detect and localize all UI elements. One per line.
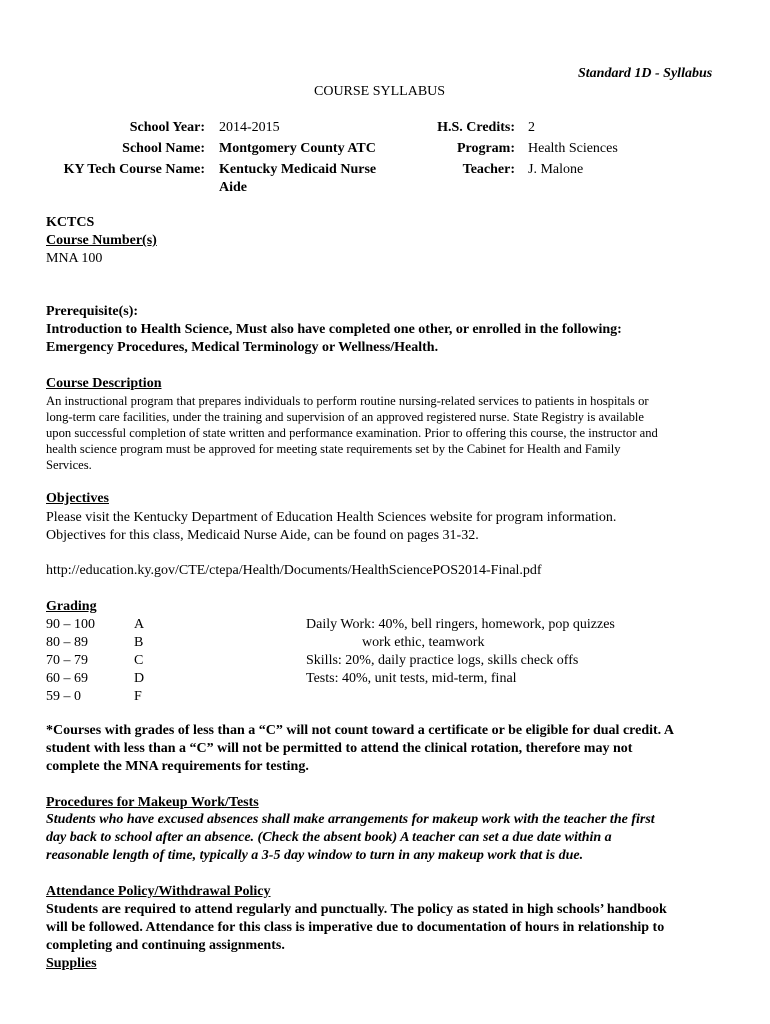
supplies-heading: Supplies [46,956,97,971]
prerequisite-line: Emergency Procedures, Medical Terminology or Wellness/Health. [46,340,439,355]
makeup-line: day back to school after an absence. (Check the absent book) A teacher can set a due date within a [46,830,612,845]
objectives-line: Please visit the Kentucky Department of Education Health Sciences website for program information. [46,510,617,525]
grade-range: 70 – 79 [46,653,88,668]
grade-weight: Skills: 20%, daily practice logs, skills check offs [306,653,579,668]
program-value: Health Sciences [528,141,618,156]
grade-letter: C [134,653,144,668]
program-label: Program: [456,141,515,156]
makeup-heading: Procedures for Makeup Work/Tests [46,795,259,810]
grade-letter: F [134,689,142,704]
grade-weight: Daily Work: 40%, bell ringers, homework, pop quizzes [306,617,615,632]
makeup-line: reasonable length of time, typically a 3-5 day window to turn in any makeup work that is due. [46,848,584,863]
grading-note-line: complete the MNA requirements for testing. [46,759,309,774]
standard-label: Standard 1D - Syllabus [578,66,713,81]
course-description-heading: Course Description [46,376,162,391]
school-year-label: School Year: [129,120,205,135]
teacher-label: Teacher: [462,162,515,177]
credits-label: H.S. Credits: [437,120,515,135]
school-year-value: 2014-2015 [219,120,280,135]
course-name-value-line2: Aide [219,180,247,195]
course-number-value: MNA 100 [46,251,103,266]
grading-note-line: *Courses with grades of less than a “C” will not count toward a certificate or be eligible for dual credit. A [46,723,675,738]
grading-heading: Grading [46,599,97,614]
attendance-line: completing and continuing assignments. [46,938,285,953]
grade-range: 59 – 0 [46,689,81,704]
grade-range: 60 – 69 [46,671,88,686]
makeup-line: Students who have excused absences shall make arrangements for makeup work with the teacher the first [46,812,655,827]
course-name-label: KY Tech Course Name: [63,162,205,177]
objectives-line: Objectives for this class, Medicaid Nurse Aide, can be found on pages 31-32. [46,528,479,543]
prerequisite-line: Introduction to Health Science, Must also have completed one other, or enrolled in the following: [46,322,622,337]
course-number-label: Course Number(s) [46,233,157,248]
description-line: Services. [46,458,92,472]
course-name-value-line1: Kentucky Medicaid Nurse [219,162,377,177]
grading-note-line: student with less than a “C” will not be permitted to attend the clinical rotation, therefore may not [46,741,633,756]
grade-range: 90 – 100 [46,617,95,632]
school-name-value: Montgomery County ATC [219,141,376,156]
objectives-link[interactable]: http://education.ky.gov/CTE/ctepa/Health/Documents/HealthSciencePOS2014-Final.pdf [46,563,542,578]
attendance-heading: Attendance Policy/Withdrawal Policy [46,884,271,899]
grade-weight: Tests: 40%, unit tests, mid-term, final [306,671,517,686]
grade-weight: work ethic, teamwork [362,635,485,650]
grade-letter: A [134,617,145,632]
credits-value: 2 [528,120,535,135]
description-line: upon successful completion of state written and performance examination. Prior to offering this course, the instructor and [46,426,658,440]
school-name-label: School Name: [122,141,205,156]
grade-letter: D [134,671,145,686]
page-title: COURSE SYLLABUS [314,84,446,99]
grade-range: 80 – 89 [46,635,88,650]
prerequisite-heading: Prerequisite(s): [46,304,139,319]
teacher-value: J. Malone [528,162,584,177]
attendance-line: Students are required to attend regularly and punctually. The policy as stated in high schools’ handbook [46,902,667,917]
description-line: long-term care facilities, under the training and supervision of an approved registered nurse. State Registry is available [46,410,645,424]
description-line: health science program must be approved for meeting state requirements set by the Cabinet for Health and Family [46,442,621,456]
kctcs-heading: KCTCS [46,215,95,230]
description-line: An instructional program that prepares individuals to perform routine nursing-related services to patients in hospitals or [46,394,649,408]
grade-letter: B [134,635,144,650]
objectives-heading: Objectives [46,491,109,506]
attendance-line: will be followed. Attendance for this class is imperative due to documentation of hours in relationship to [46,920,665,935]
